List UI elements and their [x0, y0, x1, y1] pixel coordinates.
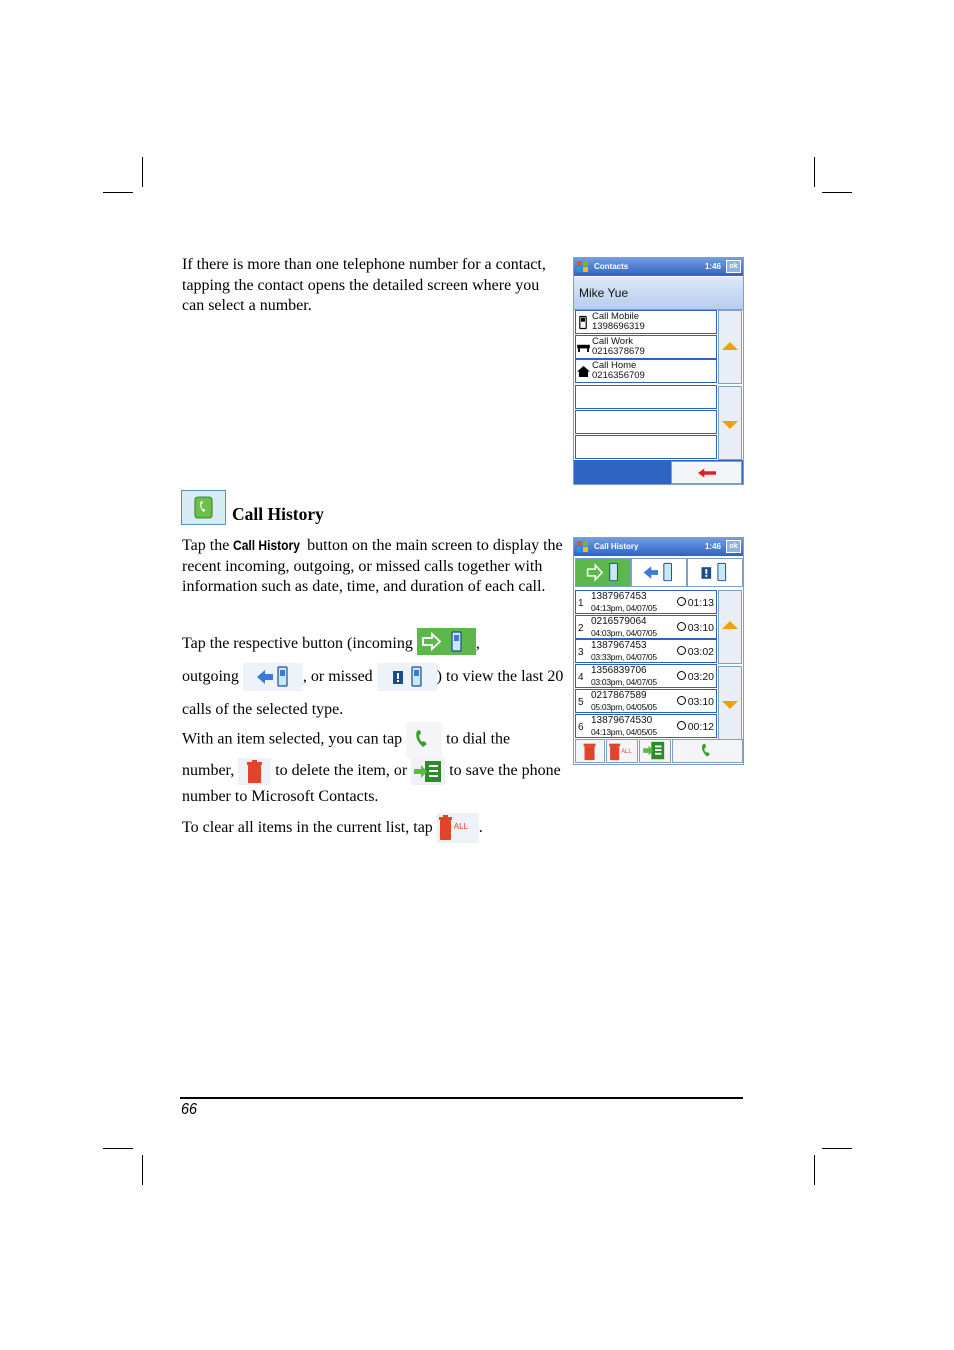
number-label: Call Mobile — [592, 311, 639, 322]
call-index: 5 — [578, 697, 584, 708]
text: to delete the item, or — [271, 762, 412, 780]
text: Tap the — [182, 537, 234, 554]
office-phone-icon — [577, 343, 590, 352]
save-to-contacts-button[interactable] — [639, 739, 671, 763]
contact-name: Mike Yue — [579, 286, 629, 300]
text: to save the phone number to Microsoft Contacts. — [182, 762, 561, 805]
call-datetime: 04:13pm, 04/07/05 — [591, 603, 657, 613]
crop-mark — [103, 192, 133, 193]
number-label: Call Work — [592, 336, 633, 347]
clock-icon — [677, 721, 686, 730]
incoming-calls-icon — [576, 559, 630, 586]
down-arrow-icon — [722, 421, 738, 429]
text: Tap the respective button (incoming — [182, 635, 417, 652]
clock-icon — [677, 646, 686, 655]
dial-button[interactable] — [672, 739, 743, 763]
empty-row — [575, 435, 717, 459]
paragraph-tabs — [182, 627, 567, 726]
text: outgoing — [182, 668, 243, 685]
tab-missed[interactable] — [687, 558, 743, 587]
call-duration: 03:10 — [687, 622, 714, 634]
tab-outgoing[interactable] — [631, 558, 687, 587]
number-row-mobile[interactable] — [575, 310, 717, 334]
text: to dial the number, — [182, 730, 511, 780]
call-index: 2 — [578, 623, 584, 634]
dial-icon — [673, 740, 742, 762]
call-duration: 03:20 — [687, 671, 714, 683]
outgoing-calls-icon — [243, 663, 303, 691]
call-history-screenshot — [573, 537, 744, 765]
call-number: 0216579064 — [591, 616, 647, 627]
scroll-up-button[interactable] — [718, 310, 742, 384]
call-datetime: 05:03pm, 04/05/05 — [591, 702, 657, 712]
button-name: Call History — [233, 537, 301, 553]
clock-icon — [677, 622, 686, 631]
clear-all-icon — [437, 813, 479, 843]
missed-calls-icon — [377, 663, 437, 691]
text: With an item selected, you can tap — [182, 730, 407, 748]
call-history-row[interactable] — [575, 689, 717, 713]
page-number: 66 — [181, 1101, 198, 1118]
dial-icon — [406, 722, 442, 758]
clock-icon — [677, 597, 686, 606]
call-index: 6 — [578, 722, 584, 733]
save-to-contacts-icon — [640, 740, 670, 762]
mobile-phone-icon — [579, 315, 587, 330]
number-value: 0216378679 — [592, 346, 645, 357]
call-duration: 03:10 — [687, 696, 714, 708]
number-row-work[interactable] — [575, 335, 717, 359]
crop-mark — [814, 1155, 815, 1185]
up-arrow-icon — [722, 621, 738, 629]
number-value: 0216356709 — [592, 370, 645, 381]
back-arrow-icon — [698, 468, 716, 478]
ok-button[interactable]: ok — [726, 540, 741, 553]
home-icon — [577, 366, 590, 377]
clear-all-label: ALL — [453, 822, 469, 832]
delete-icon — [238, 758, 271, 785]
clock: 1:46 — [704, 542, 721, 551]
clear-all-button[interactable] — [606, 739, 638, 763]
call-datetime: 03:03pm, 04/07/05 — [591, 677, 657, 687]
incoming-calls-icon — [417, 628, 476, 655]
call-index: 4 — [578, 672, 584, 683]
tab-incoming[interactable] — [575, 558, 631, 587]
call-duration: 03:02 — [687, 646, 714, 658]
delete-button[interactable] — [575, 739, 605, 763]
call-history-app-icon — [181, 490, 226, 525]
back-button[interactable] — [671, 461, 742, 484]
call-duration: 01:13 — [687, 597, 714, 609]
call-number: 1387967453 — [591, 640, 647, 651]
crop-mark — [142, 157, 143, 187]
footer-rule — [180, 1097, 743, 1099]
scroll-up-button[interactable] — [718, 590, 742, 664]
text: . — [478, 819, 483, 836]
clock: 1:46 — [704, 262, 721, 271]
clock-icon — [677, 696, 686, 705]
missed-calls-icon — [688, 559, 742, 586]
number-row-home[interactable] — [575, 359, 717, 383]
call-datetime: 04:13pm, 04/05/05 — [591, 727, 657, 737]
clear-all-label: ALL — [621, 749, 632, 755]
intro-paragraph: If there is more than one telephone number for a contact, tapping the contact opens the detailed screen where you can select a number. — [182, 256, 546, 314]
down-arrow-icon — [722, 701, 738, 709]
paragraph-actions — [182, 722, 562, 809]
crop-mark — [822, 1148, 852, 1149]
text: To clear all items in the current list, tap — [182, 819, 437, 836]
number-value: 1398696319 — [592, 321, 645, 332]
number-label: Call Home — [592, 360, 637, 371]
text: ) to view the last 20 calls of the selected type. — [182, 668, 564, 718]
call-history-row[interactable] — [575, 639, 717, 663]
scroll-down-button[interactable] — [718, 386, 742, 460]
crop-mark — [142, 1155, 143, 1185]
text: , or missed — [302, 668, 377, 685]
clock-icon — [677, 671, 686, 680]
call-history-row[interactable] — [575, 590, 717, 614]
contacts-screenshot — [573, 257, 744, 485]
crop-mark — [814, 157, 815, 187]
delete-icon — [576, 740, 604, 762]
screen-title: Call History — [594, 542, 639, 551]
paragraph-call-history-intro — [182, 535, 567, 598]
call-datetime: 04:03pm, 04/07/05 — [591, 628, 657, 638]
call-history-row[interactable] — [575, 615, 717, 639]
empty-row — [575, 385, 717, 409]
call-number: 13879674530 — [591, 715, 653, 726]
windows-logo-icon — [577, 261, 588, 272]
scroll-down-button[interactable] — [718, 666, 742, 740]
section-title: Call History — [232, 504, 324, 524]
crop-mark — [822, 192, 852, 193]
call-duration: 00:12 — [687, 721, 714, 733]
title-bar — [574, 538, 743, 556]
ok-button[interactable]: ok — [726, 260, 741, 273]
text: button on the main screen to display the recent incoming, outgoing, or missed calls together with information such as date, time, and duration of each call. — [182, 537, 563, 595]
contact-name-header — [574, 277, 743, 310]
crop-mark — [103, 1148, 133, 1149]
up-arrow-icon — [722, 342, 738, 350]
call-history-row[interactable] — [575, 714, 717, 738]
call-index: 3 — [578, 647, 584, 658]
paragraph-clear-all — [182, 812, 567, 844]
call-history-row[interactable] — [575, 664, 717, 688]
call-datetime: 03:33pm, 04/07/05 — [591, 652, 657, 662]
call-number: 1387967453 — [591, 591, 647, 602]
outgoing-calls-icon — [632, 559, 686, 586]
call-index: 1 — [578, 598, 584, 609]
call-number: 0217867589 — [591, 690, 647, 701]
windows-logo-icon — [577, 541, 588, 552]
empty-row — [575, 410, 717, 434]
save-to-contacts-icon — [411, 758, 445, 785]
text: , — [475, 635, 480, 652]
title-bar — [574, 258, 743, 276]
screen-title: Contacts — [594, 262, 629, 271]
call-number: 1356839706 — [591, 665, 647, 676]
